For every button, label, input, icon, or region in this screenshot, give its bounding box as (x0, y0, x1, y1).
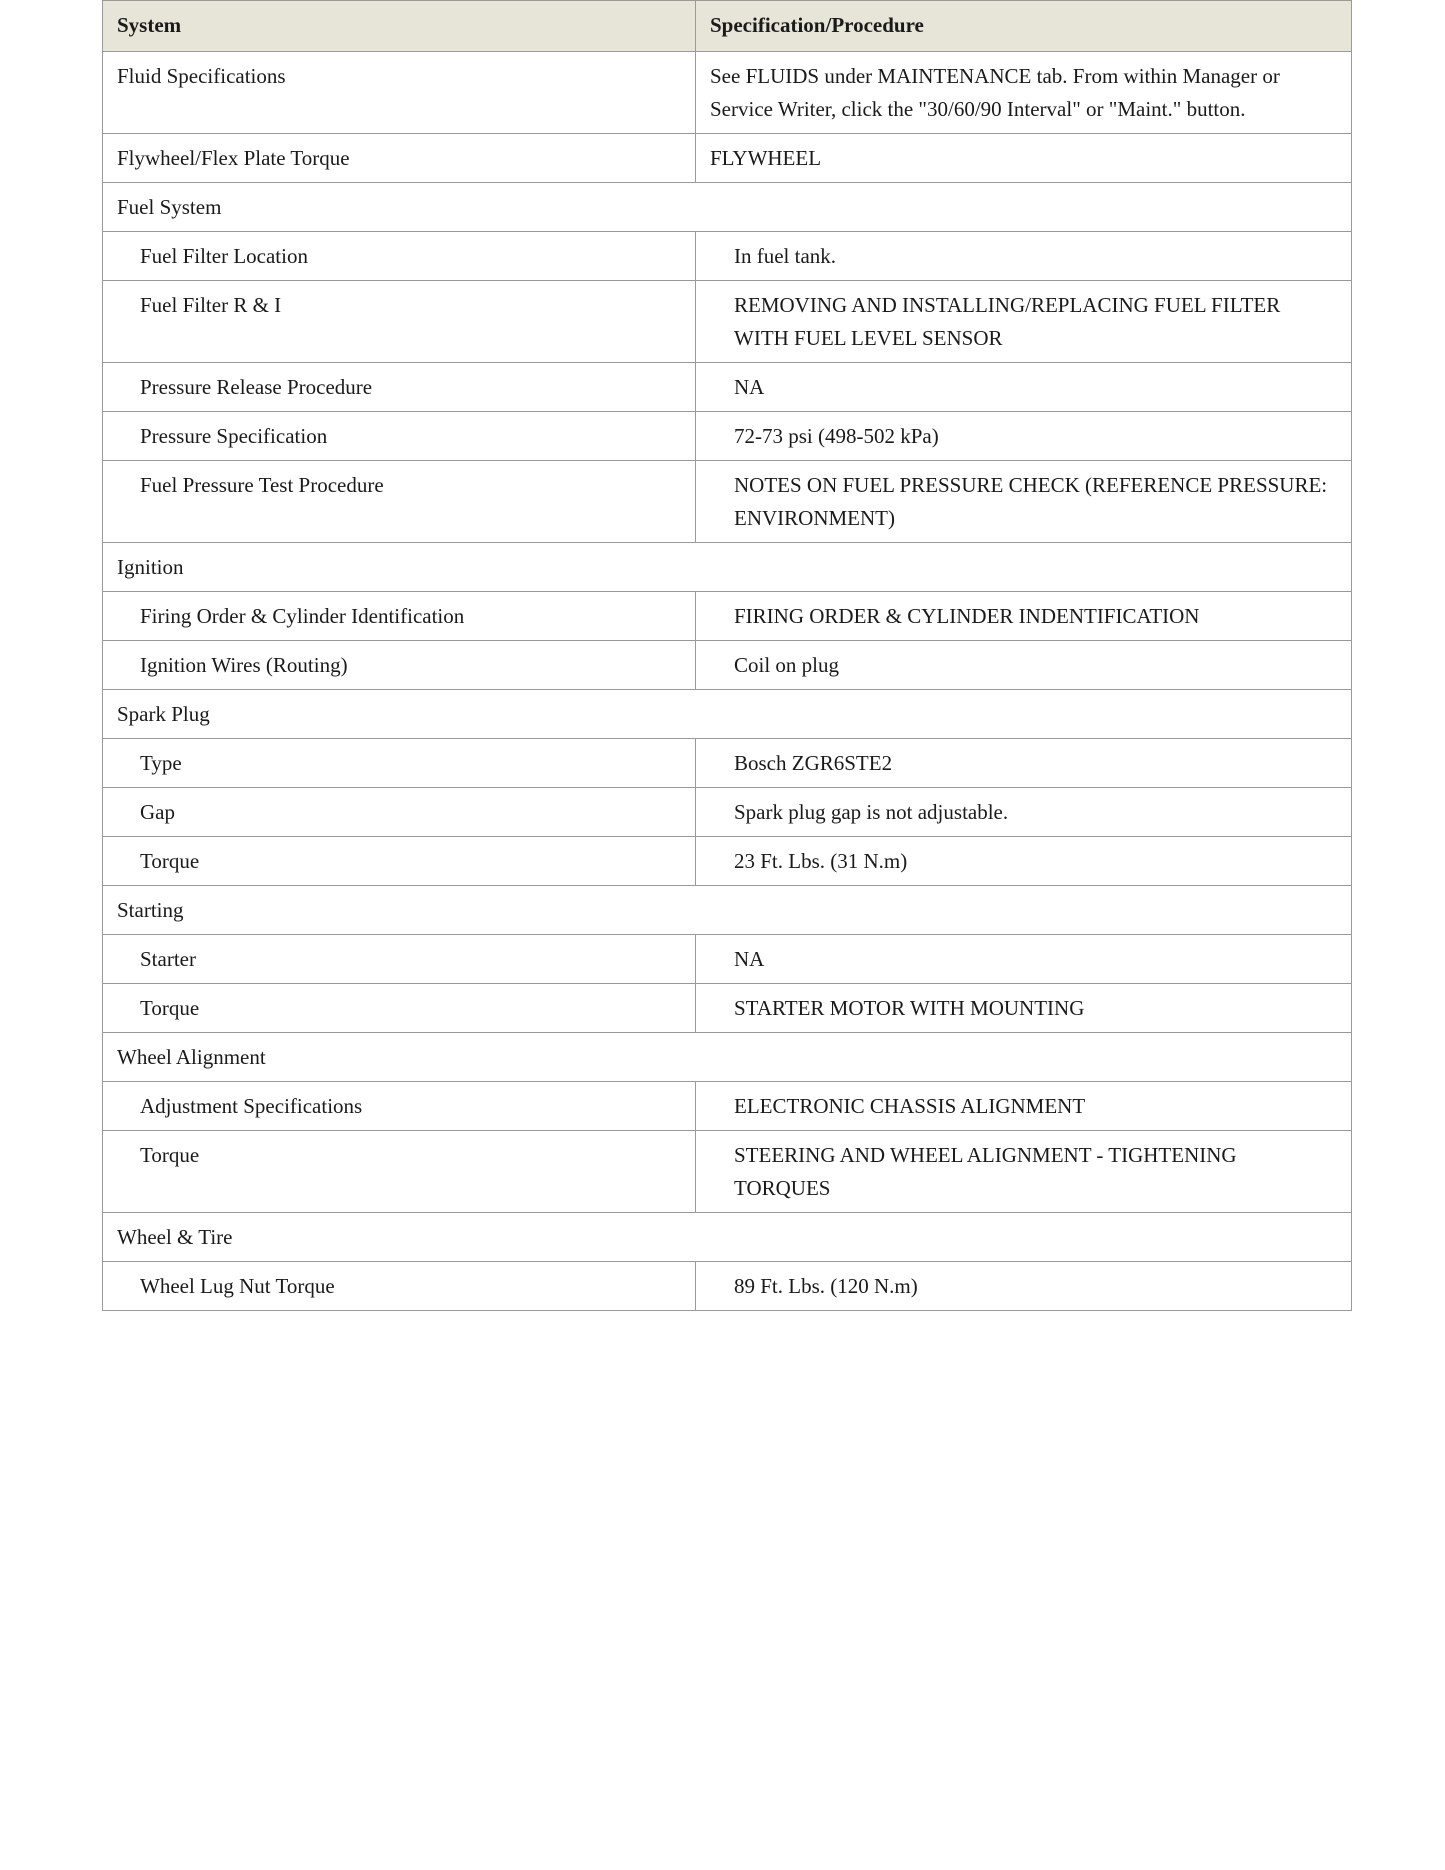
spec-cell: 23 Ft. Lbs. (31 N.m) (696, 837, 1352, 886)
spec-cell: NOTES ON FUEL PRESSURE CHECK (REFERENCE PRESSURE: ENVIRONMENT) (696, 461, 1352, 543)
system-cell: Fuel Pressure Test Procedure (103, 461, 696, 543)
table-row (103, 592, 1352, 641)
table-row (103, 412, 1352, 461)
system-cell: Fuel Filter R & I (103, 281, 696, 363)
specifications-table (102, 0, 1352, 1311)
table-row (103, 837, 1352, 886)
table-row (103, 641, 1352, 690)
group-heading: Spark Plug (103, 690, 1352, 739)
table-row (103, 788, 1352, 837)
table-row (103, 739, 1352, 788)
table-row (103, 232, 1352, 281)
spec-cell: 89 Ft. Lbs. (120 N.m) (696, 1262, 1352, 1311)
system-cell: Type (103, 739, 696, 788)
spec-cell: STARTER MOTOR WITH MOUNTING (696, 984, 1352, 1033)
group-heading: Ignition (103, 543, 1352, 592)
spec-cell: STEERING AND WHEEL ALIGNMENT - TIGHTENING TORQUES (696, 1131, 1352, 1213)
group-row (103, 690, 1352, 739)
system-cell: Fluid Specifications (103, 52, 696, 134)
table-row (103, 281, 1352, 363)
column-header-system: System (103, 1, 696, 52)
table-row (103, 363, 1352, 412)
spec-cell: 72-73 psi (498-502 kPa) (696, 412, 1352, 461)
system-cell: Flywheel/Flex Plate Torque (103, 134, 696, 183)
group-row (103, 886, 1352, 935)
spec-cell: FIRING ORDER & CYLINDER INDENTIFICATION (696, 592, 1352, 641)
spec-cell: Spark plug gap is not adjustable. (696, 788, 1352, 837)
table-header-row (103, 1, 1352, 52)
group-row (103, 1033, 1352, 1082)
system-cell: Ignition Wires (Routing) (103, 641, 696, 690)
group-row (103, 543, 1352, 592)
spec-cell: NA (696, 363, 1352, 412)
column-header-specification: Specification/Procedure (696, 1, 1352, 52)
table-row (103, 134, 1352, 183)
table-row (103, 935, 1352, 984)
spec-cell: FLYWHEEL (696, 134, 1352, 183)
system-cell: Pressure Specification (103, 412, 696, 461)
spec-cell: See FLUIDS under MAINTENANCE tab. From within Manager or Service Writer, click the "30/60/90 Interval" or "Maint." button. (696, 52, 1352, 134)
group-row (103, 1213, 1352, 1262)
group-heading: Wheel & Tire (103, 1213, 1352, 1262)
group-heading: Starting (103, 886, 1352, 935)
system-cell: Torque (103, 984, 696, 1033)
system-cell: Torque (103, 1131, 696, 1213)
spec-cell: NA (696, 935, 1352, 984)
table-row (103, 52, 1352, 134)
system-cell: Fuel Filter Location (103, 232, 696, 281)
table-row (103, 984, 1352, 1033)
table-row (103, 1131, 1352, 1213)
system-cell: Gap (103, 788, 696, 837)
spec-cell: In fuel tank. (696, 232, 1352, 281)
system-cell: Starter (103, 935, 696, 984)
spec-cell: Coil on plug (696, 641, 1352, 690)
group-heading: Wheel Alignment (103, 1033, 1352, 1082)
spec-cell: REMOVING AND INSTALLING/REPLACING FUEL FILTER WITH FUEL LEVEL SENSOR (696, 281, 1352, 363)
table-row (103, 461, 1352, 543)
system-cell: Adjustment Specifications (103, 1082, 696, 1131)
table-row (103, 1262, 1352, 1311)
table-body (103, 52, 1352, 1311)
table-row (103, 1082, 1352, 1131)
spec-cell: ELECTRONIC CHASSIS ALIGNMENT (696, 1082, 1352, 1131)
group-heading: Fuel System (103, 183, 1352, 232)
group-row (103, 183, 1352, 232)
system-cell: Wheel Lug Nut Torque (103, 1262, 696, 1311)
system-cell: Pressure Release Procedure (103, 363, 696, 412)
spec-cell: Bosch ZGR6STE2 (696, 739, 1352, 788)
system-cell: Firing Order & Cylinder Identification (103, 592, 696, 641)
system-cell: Torque (103, 837, 696, 886)
